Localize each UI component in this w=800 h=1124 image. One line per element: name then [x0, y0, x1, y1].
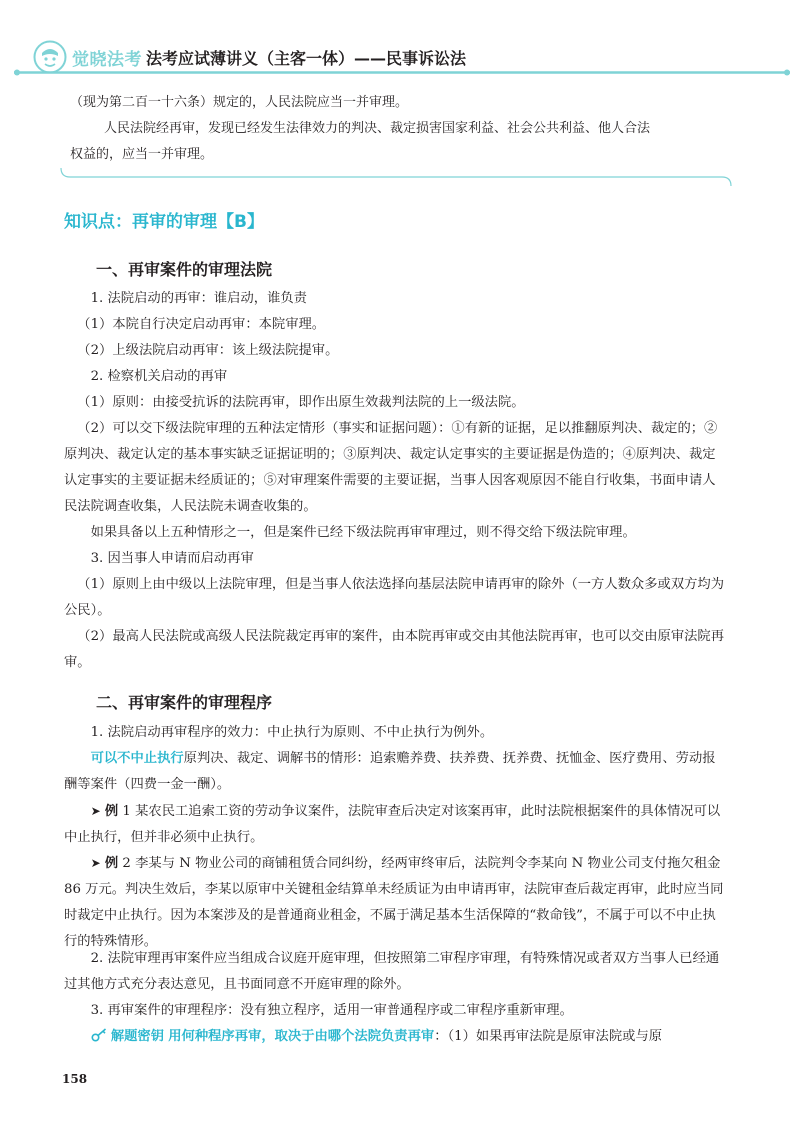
- arrow-icon: ➤: [90, 804, 101, 818]
- header-divider: [14, 69, 790, 76]
- s2-para-4: 3. 再审案件的审理程序：没有独立程序，适用一审普通程序或二审程序重新审理。: [90, 1003, 573, 1018]
- example-1-label: 例: [104, 804, 119, 819]
- s1-para-10: （2）最高人民法院或高级人民法院裁定再审的案件，由本院再审或交由其他法院再审，也可以交由原审法院再审。: [64, 629, 725, 670]
- knowledge-point-title: 知识点：再审的审理【B】: [64, 212, 264, 232]
- example-2-label: 例: [104, 856, 119, 871]
- s1-para-2: （1）本院自行决定启动再审：本院审理。: [77, 317, 326, 332]
- box-line-1: （现为第二百一十六条）规定的，人民法院应当一并审理。: [70, 95, 409, 110]
- s1-para-5: （1）原则：由接受抗诉的法院再审，即作出原生效裁判法院的上一级法院。: [77, 395, 525, 410]
- solution-key: [64, 1024, 726, 1050]
- arrow-icon: ➤: [90, 856, 101, 870]
- page-header: [0, 0, 800, 80]
- page-number: 158: [62, 1072, 88, 1086]
- no-suspension-highlight: 可以不中止执行: [90, 751, 184, 766]
- example-2-text: 李某与 N 物业公司的商铺租赁合同纠纷，经两审终审后，法院判令李某向 N 物业公司支付拖欠租金 86 万元。判决生效后，李某以原审中关键租金结算单未经质证为由申请再审，法院审查后裁定再审，此时应当同时裁定中止执行。因为本案涉及的是普通商业租金，不属于满足基本生活保障的“救命钱”，不属于可以不中止执行的特殊情形。: [64, 856, 724, 949]
- no-suspension-text: 原判决、裁定、调解书的情形：追索赡养费、扶养费、抚养费、抚恤金、医疗费用、劳动报酬等案件（四费一金一酬）。: [64, 751, 716, 792]
- box-line-3: 权益的，应当一并审理。: [70, 147, 214, 162]
- box-line-2: 人民法院经再审，发现已经发生法律效力的判决、裁定损害国家利益、社会公共利益、他人合法: [104, 121, 651, 136]
- s2-para-2: [64, 746, 726, 798]
- s2-para-1: 1. 法院启动再审程序的效力：中止执行为原则、不中止执行为例外。: [90, 725, 494, 740]
- example-1-text: 某农民工追索工资的劳动争议案件，法院审查后决定对该案再审，此时法院根据案件的具体情况可以中止执行，但并非必须中止执行。: [64, 804, 721, 845]
- s1-para-7: 如果具备以上五种情形之一，但是案件已经下级法院再审审理过，则不得交给下级法院审理。: [90, 525, 636, 540]
- s1-para-1: 1. 法院启动的再审：谁启动，谁负责: [90, 291, 307, 306]
- quote-box-border: [60, 168, 732, 186]
- section-2-title: 二、再审案件的审理程序: [96, 693, 273, 712]
- s1-para-9: （1）原则上由中级以上法院审理，但是当事人依法选择向基层法院申请再审的除外（一方人数众多或双方均为公民）。: [64, 577, 725, 618]
- solution-key-text: ：（1）如果再审法院是原审法院或与原: [434, 1029, 663, 1044]
- example-2: [64, 850, 726, 955]
- example-1: [64, 798, 726, 851]
- s1-para-6: （2）可以交下级法院审理的五种法定情形（事实和证据问题）：①有新的证据，足以推翻原判决、裁定的；②原判决、裁定认定的基本事实缺乏证据证明的；③原判决、裁定认定事实的主要证据是伪造的；④原判决、裁定认定事实的主要证据未经质证的；⑤对审理案件需要的主要证据，当事人因客观原因不能自行收集，书面申请人民法院调查收集，人民法院未调查收集的。: [64, 421, 718, 514]
- solution-key-label: 解题密钥: [110, 1029, 165, 1044]
- header-title: 法考应试薄讲义（主客一体）——民事诉讼法: [146, 49, 467, 68]
- s1-para-8: 3. 因当事人申请而启动再审: [90, 551, 254, 566]
- key-icon: [91, 1028, 107, 1042]
- brand-name: 觉晓法考: [72, 50, 142, 70]
- example-1-number: 1: [122, 804, 131, 819]
- s1-para-3: （2）上级法院启动再审：该上级法院提审。: [77, 343, 339, 358]
- section-1-title: 一、再审案件的审理法院: [96, 260, 273, 279]
- s2-para-3: 2. 法院审理再审案件应当组成合议庭开庭审理，但按照第二审程序审理，有特殊情况或者双方当事人已经通过其他方式充分表达意见，且书面同意不开庭审理的除外。: [64, 951, 720, 992]
- solution-key-highlight: 用何种程序再审，取决于由哪个法院负责再审: [168, 1029, 435, 1044]
- example-2-number: 2: [122, 856, 131, 871]
- s1-para-4: 2. 检察机关启动的再审: [90, 369, 228, 384]
